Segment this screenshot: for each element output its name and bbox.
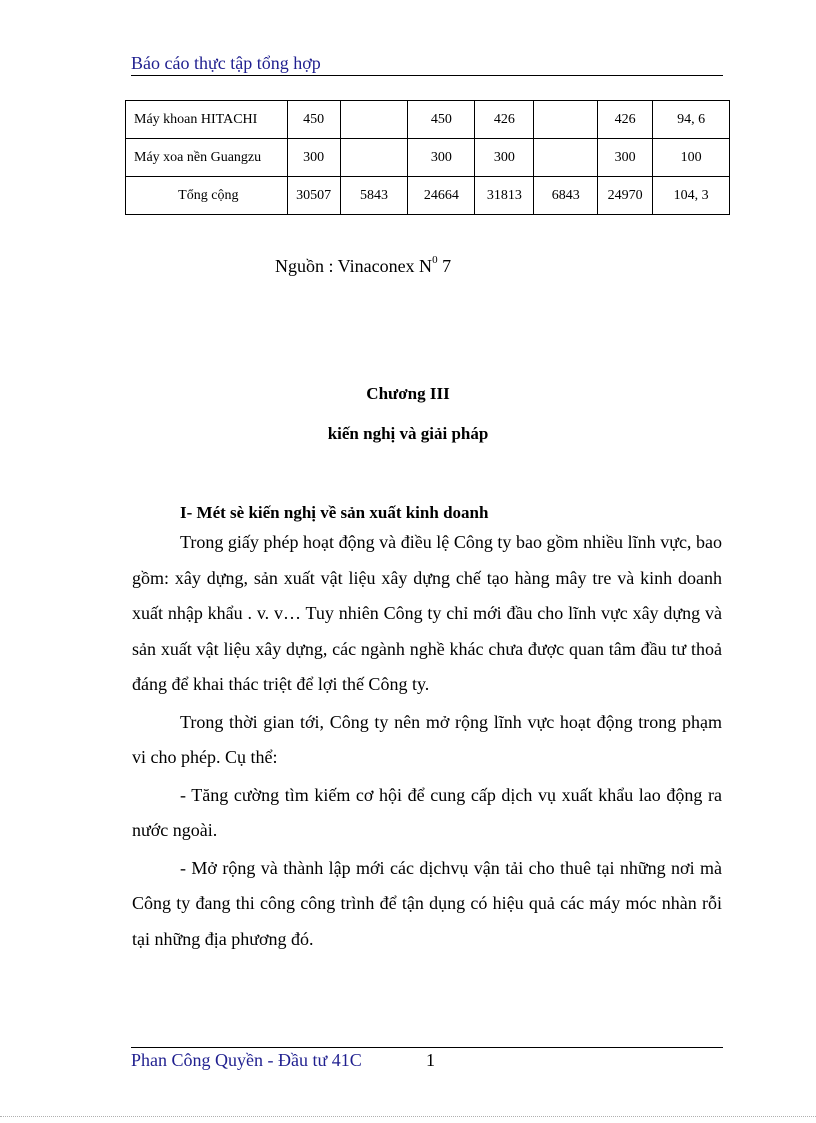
- paragraph: - Mở rộng và thành lập mới các dịchvụ vận tải cho thuê tại những nơi mà Công ty đang thi công công trình để tận dụng có hiệu quả các máy móc nhàn rỗi tại những địa phương đó.: [132, 857, 722, 949]
- page-edge-divider: [0, 1116, 816, 1117]
- table-cell: [534, 101, 598, 139]
- table-cell: [340, 101, 408, 139]
- table-source: Nguồn : Vinaconex $N^0$ 7: [275, 254, 452, 276]
- table-cell: 31813: [475, 177, 534, 215]
- paragraph: Trong thời gian tới, Công ty nên mở rộng lĩnh vực hoạt động trong phạm vi cho phép. Cụ thể:: [132, 711, 722, 767]
- table-row: [126, 101, 730, 139]
- table-cell: 300: [475, 139, 534, 177]
- paragraph: Trong giấy phép hoạt động và điều lệ Công ty bao gồm nhiều lĩnh vực, bao gồm: xây dựng, sản xuất vật liệu xây dựng chế tạo hàng mây tre và kinh doanh xuất nhập khẩu . v. v… Tuy nhiên Công ty chỉ mới đầu cho lĩnh vực xây dựng và sản xuất vật liệu xây dựng, các ngành nghề khác chưa được quan tâm đầu tư thoả đáng để khai thác triệt để lợi thế Công ty.: [132, 532, 722, 694]
- body-text: [132, 525, 722, 957]
- table-cell: 450: [287, 101, 340, 139]
- table-cell: 300: [598, 139, 653, 177]
- table-cell: 450: [408, 101, 475, 139]
- table-row: [126, 139, 730, 177]
- table-cell: 426: [598, 101, 653, 139]
- table-cell: 300: [408, 139, 475, 177]
- table-cell: Máy khoan HITACHI: [126, 101, 288, 139]
- table-cell: 24664: [408, 177, 475, 215]
- chapter-title: kiến nghị và giải pháp: [327, 424, 489, 443]
- table-cell: 6843: [534, 177, 598, 215]
- table-total-row: [126, 177, 730, 215]
- paragraph: - Tăng cường tìm kiếm cơ hội để cung cấp dịch vụ xuất khẩu lao động ra nước ngoài.: [132, 784, 722, 840]
- section-heading: I- Mét sè kiến nghị về sản xuất kinh doanh: [180, 503, 489, 522]
- report-title: Báo cáo thực tập tổng hợp: [131, 53, 321, 73]
- table-cell: 5843: [340, 177, 408, 215]
- chapter-number: Chương III: [366, 384, 450, 403]
- table-cell: 104, 3: [653, 177, 730, 215]
- page-number: 1: [426, 1050, 435, 1070]
- table-cell: [340, 139, 408, 177]
- table-cell: 30507: [287, 177, 340, 215]
- equipment-table: [125, 100, 730, 215]
- footer-divider: [131, 1047, 723, 1048]
- table-cell: Máy xoa nền Guangzu: [126, 139, 288, 177]
- table-cell: [534, 139, 598, 177]
- table-cell: 24970: [598, 177, 653, 215]
- table-cell: 300: [287, 139, 340, 177]
- footer-author: Phan Công Quyền - Đầu tư 41C: [131, 1050, 362, 1070]
- page-header: [131, 52, 723, 76]
- table-cell: 100: [653, 139, 730, 177]
- table-cell: Tổng cộng: [126, 177, 288, 215]
- table-cell: 426: [475, 101, 534, 139]
- table-cell: 94, 6: [653, 101, 730, 139]
